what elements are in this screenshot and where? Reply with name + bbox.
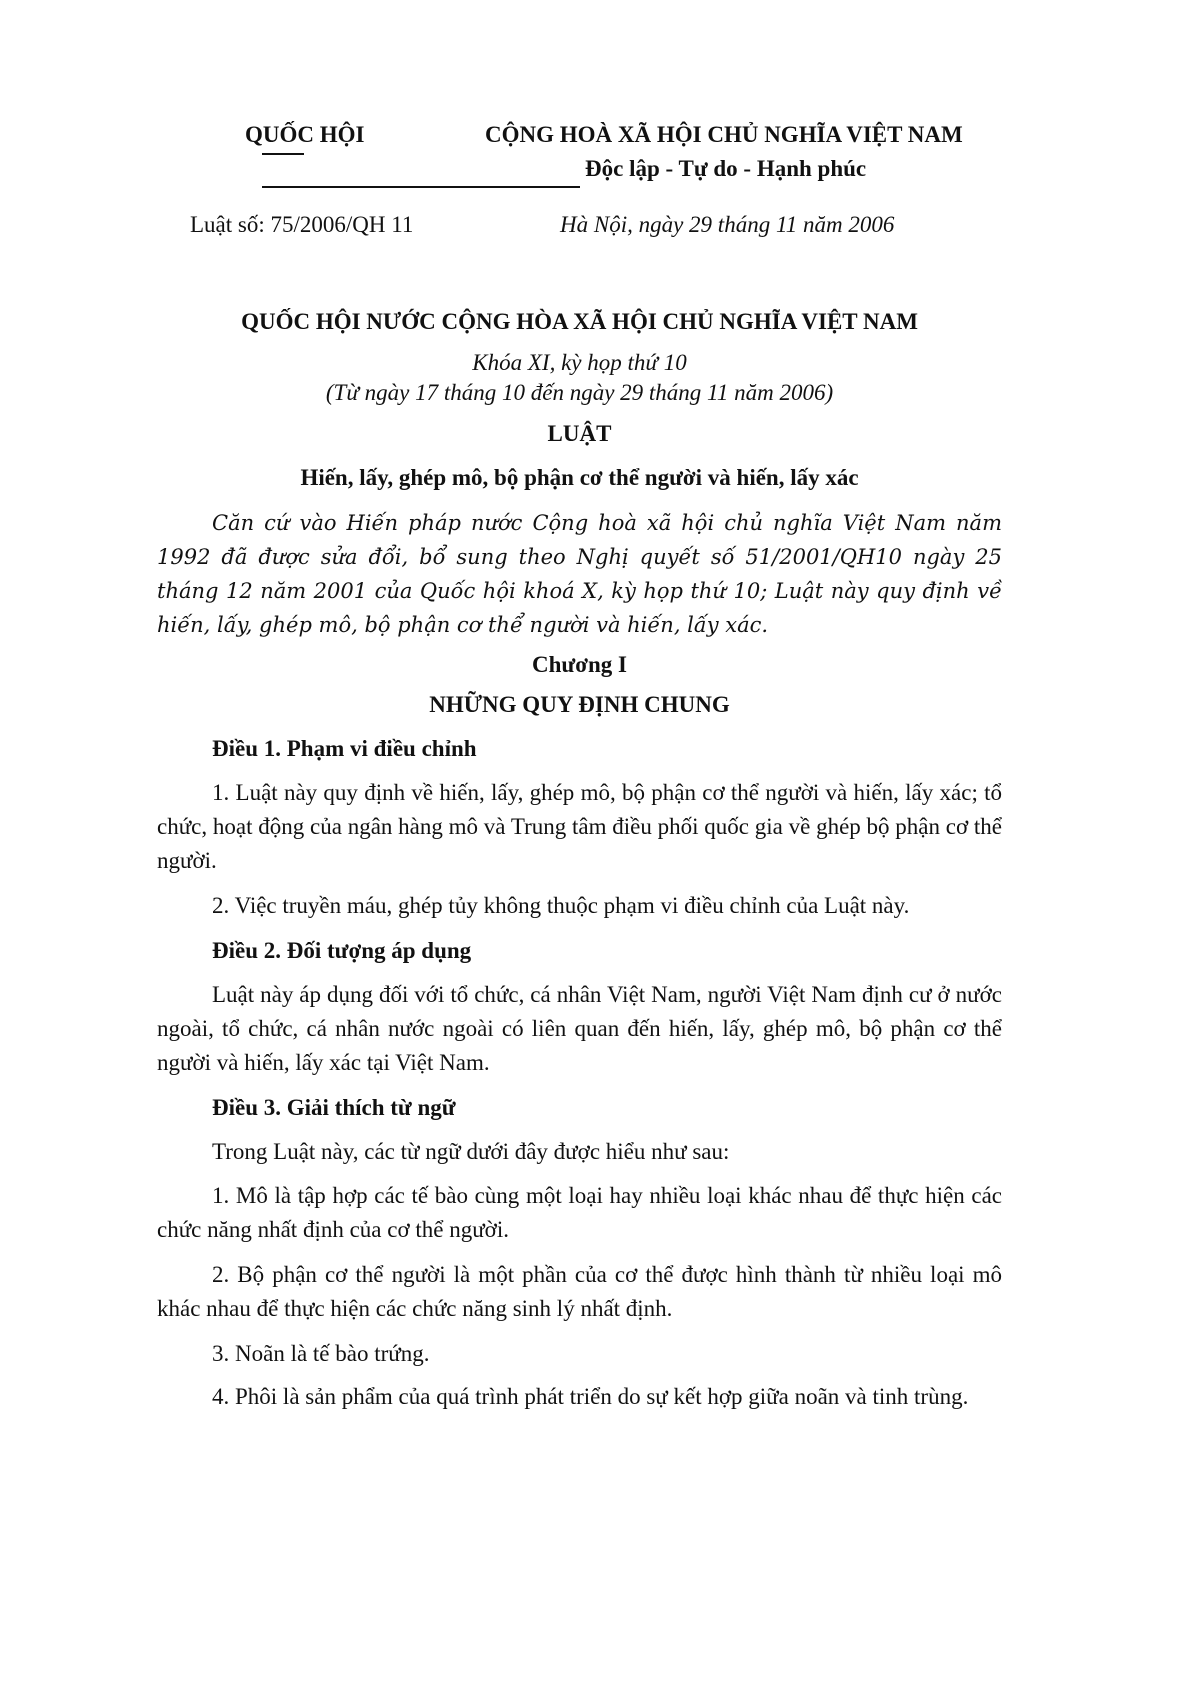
divider (262, 186, 580, 188)
law-number: Luật số: 75/2006/QH 11 (190, 212, 414, 237)
session-dates: (Từ ngày 17 tháng 10 đến ngày 29 tháng 11 năm 2006) (325, 380, 834, 405)
article-1-paragraph: 1. Luật này quy định về hiến, lấy, ghép mô, bộ phận cơ thể người và hiến, lấy xác; tổ chức, hoạt động của ngân hàng mô và Trung tâm điều phối quốc gia về ghép bộ phận cơ thể người. (157, 780, 1002, 873)
article-3-paragraph: 4. Phôi là sản phẩm của quá trình phát triển do sự kết hợp giữa noãn và tinh trùng. (212, 1384, 969, 1409)
divider (262, 153, 304, 155)
article-2-paragraph: Luật này áp dụng đối với tổ chức, cá nhân Việt Nam, người Việt Nam định cư ở nước ngoài, tổ chức, cá nhân nước ngoài có liên quan đến hiến, lấy, ghép mô, bộ phận cơ thể người và hiến, lấy xác tại Việt Nam. (157, 982, 1002, 1075)
article-3-paragraph: Trong Luật này, các từ ngữ dưới đây được hiểu như sau: (212, 1139, 730, 1164)
article-3-paragraph: 2. Bộ phận cơ thể người là một phần của cơ thể được hình thành từ nhiều loại mô khác nhau để thực hiện các chức năng sinh lý nhất định. (157, 1262, 1002, 1321)
article-3-paragraph: 1. Mô là tập hợp các tế bào cùng một loại hay nhiều loại khác nhau để thực hiện các chức năng nhất định của cơ thể người. (157, 1183, 1002, 1242)
article-3-heading: Điều 3. Giải thích từ ngữ (212, 1095, 456, 1120)
national-motto: Độc lập - Tự do - Hạnh phúc (585, 156, 867, 181)
article-2-heading: Điều 2. Đối tượng áp dụng (212, 938, 472, 963)
national-title: CỘNG HOÀ XÃ HỘI CHỦ NGHĨA VIỆT NAM (485, 122, 963, 147)
issuing-body: QUỐC HỘI (245, 122, 365, 147)
article-1-heading: Điều 1. Phạm vi điều chỉnh (212, 736, 477, 761)
article-3-paragraph: 3. Noãn là tế bào trứng. (212, 1341, 430, 1366)
issuer-title: QUỐC HỘI NƯỚC CỘNG HÒA XÃ HỘI CHỦ NGHĨA VIỆT NAM (241, 309, 918, 334)
document-type: LUẬT (547, 421, 612, 446)
document-subject: Hiến, lấy, ghép mô, bộ phận cơ thể người và hiến, lấy xác (300, 465, 859, 490)
article-1-paragraph: 2. Việc truyền máu, ghép tủy không thuộc phạm vi điều chỉnh của Luật này. (212, 893, 910, 918)
chapter-number: Chương I (532, 652, 627, 677)
chapter-title: NHỮNG QUY ĐỊNH CHUNG (429, 692, 730, 717)
session: Khóa XI, kỳ họp thứ 10 (472, 350, 687, 375)
place-date: Hà Nội, ngày 29 tháng 11 năm 2006 (560, 212, 895, 237)
preamble: Căn cứ vào Hiến pháp nước Cộng hoà xã hội chủ nghĩa Việt Nam năm 1992 đã được sửa đổi, bổ sung theo Nghị quyết số 51/2001/QH10 ngày 25 tháng 12 năm 2001 của Quốc hội khoá X, kỳ họp thứ 10; Luật này quy định về hiến, lấy, ghép mô, bộ phận cơ thể người và hiến, lấy xác. (157, 511, 1002, 637)
